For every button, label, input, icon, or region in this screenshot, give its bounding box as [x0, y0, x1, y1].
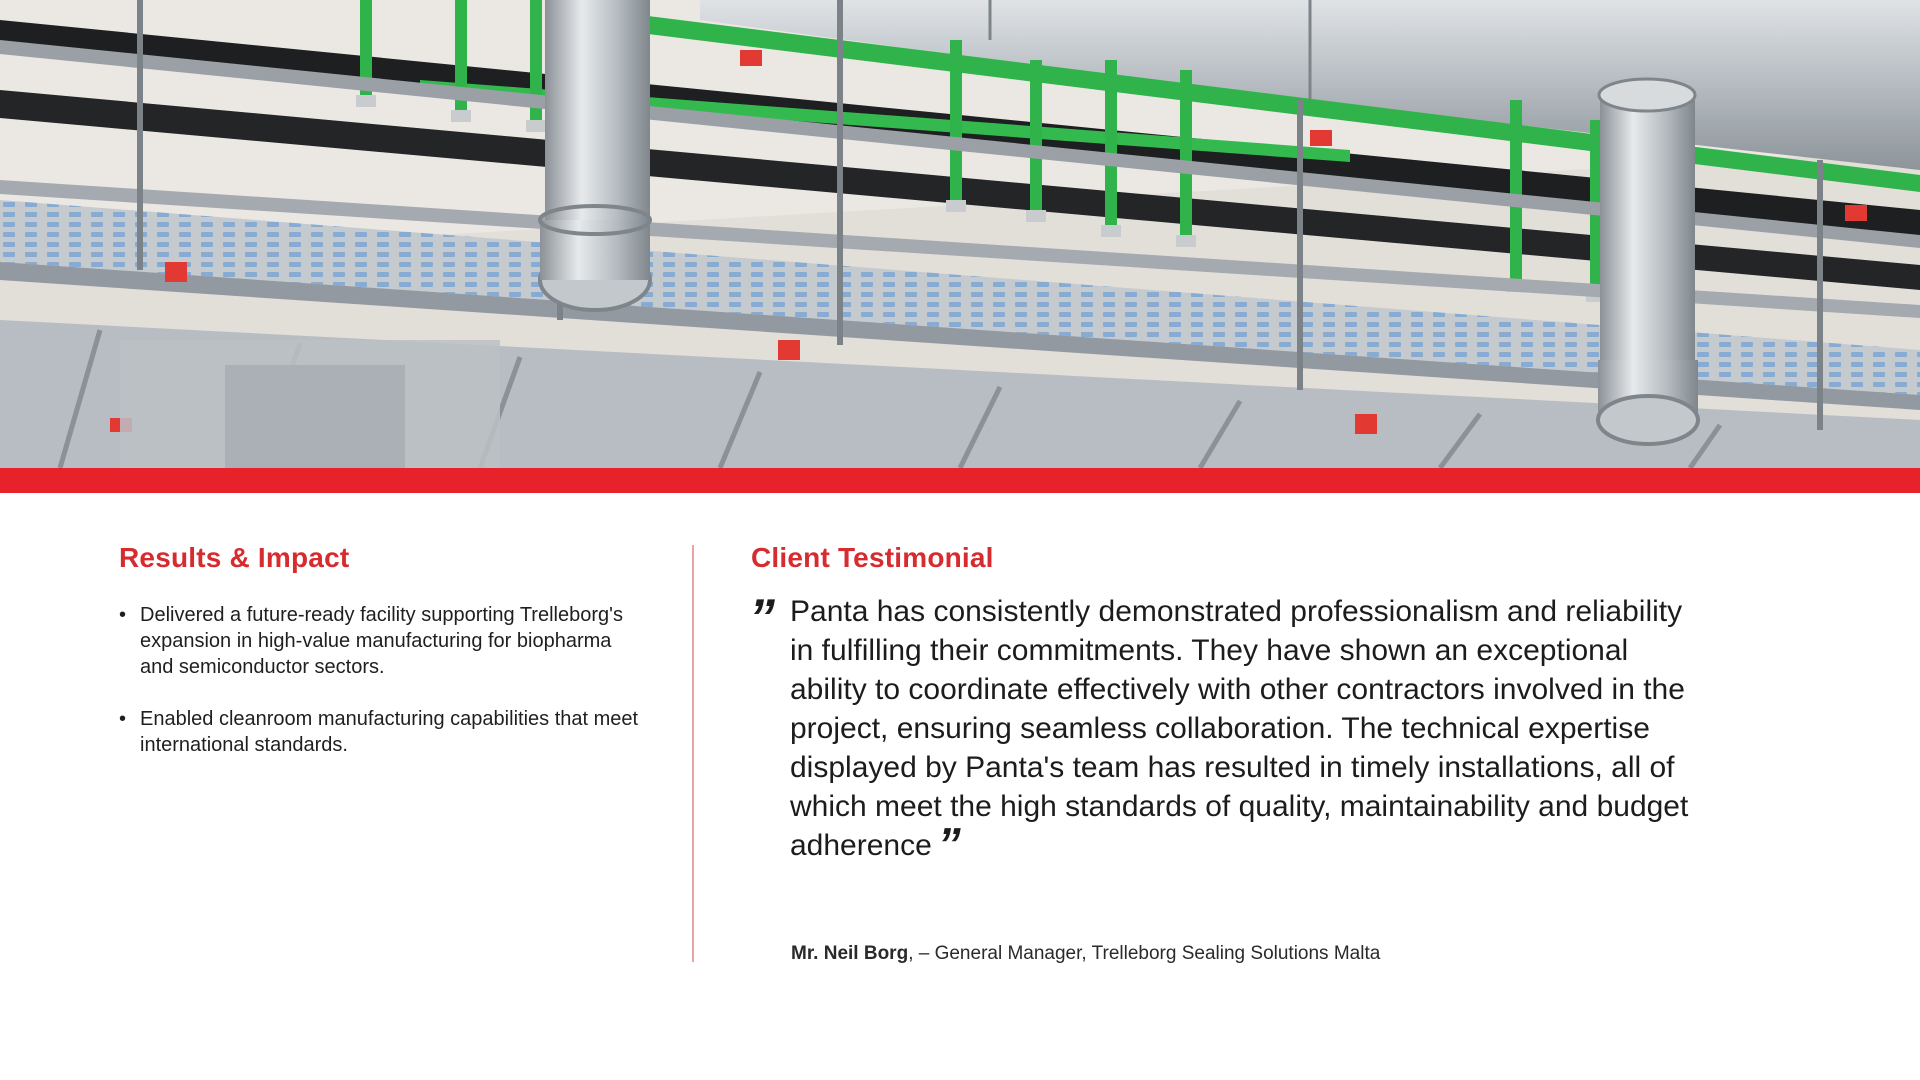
- results-list: [119, 602, 649, 784]
- testimonial-heading: Client Testimonial: [751, 542, 994, 573]
- open-quote-icon: ”: [749, 589, 775, 647]
- list-item-text: Delivered a future-ready facility supporting Trelleborg's expansion in high-value manufacturing for biopharma and semiconductor sectors.: [140, 604, 623, 678]
- list-item-text: Enabled cleanroom manufacturing capabilities that meet international standards.: [140, 708, 639, 756]
- testimonial-attribution: [791, 943, 1380, 965]
- bullet-icon: •: [119, 604, 127, 626]
- hero-image: [0, 0, 1920, 468]
- column-divider: [692, 545, 694, 962]
- results-heading: Results & Impact: [119, 542, 350, 573]
- quote-body: Panta has consistently demonstrated professionalism and reliability in fulfilling their commitments. They have shown an exceptional ability to coordinate effectively with other contractors involved in the project, ensuring seamless collaboration. The technical expertise displayed by Panta's team has resulted in timely installations, all of which meet the high standards of quality, maintainability and budget adherence: [790, 595, 1689, 862]
- accent-bar: [0, 468, 1920, 493]
- close-quote-icon: ”: [937, 818, 961, 870]
- list-item: [119, 602, 649, 680]
- testimonial-quote: [790, 592, 1690, 870]
- author-role: , – General Manager, Trelleborg Sealing Solutions Malta: [908, 943, 1381, 964]
- list-item: [119, 706, 649, 758]
- author-name: Mr. Neil Borg: [791, 943, 909, 964]
- bullet-icon: •: [119, 708, 127, 730]
